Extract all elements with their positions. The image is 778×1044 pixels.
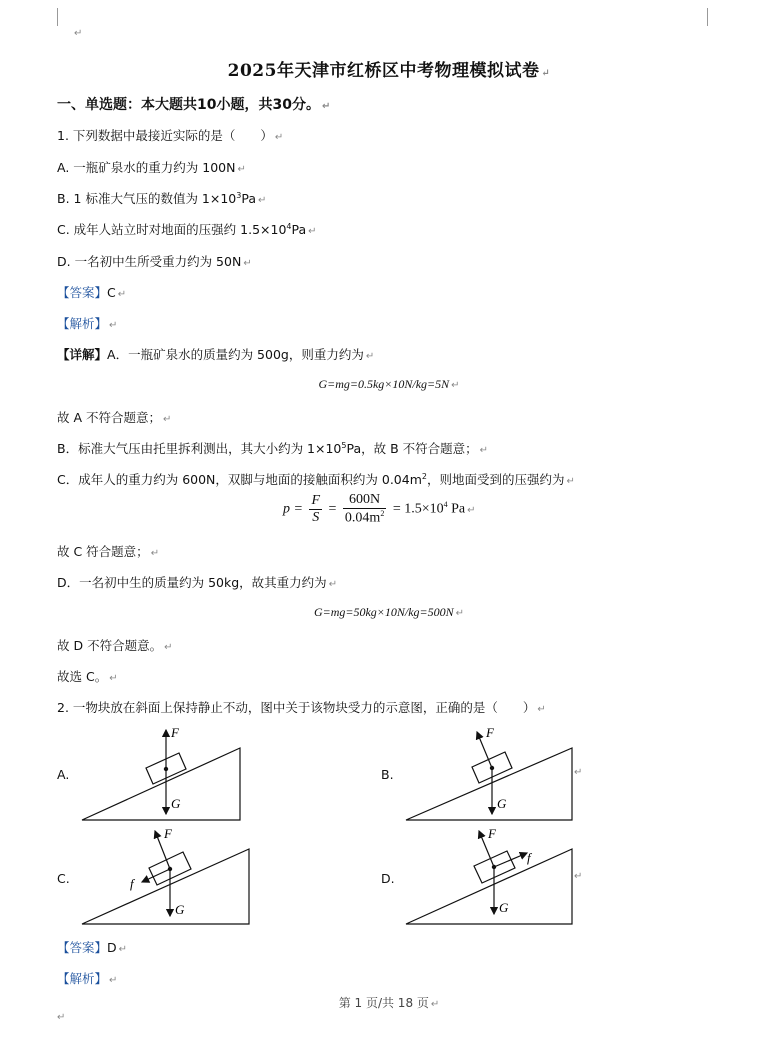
q2-option-c-label: C. xyxy=(57,871,70,886)
q2-option-d-label: D. xyxy=(381,871,395,886)
paragraph-mark: ↵ xyxy=(574,767,583,778)
label-f-c: F xyxy=(164,826,172,841)
q1-option-d: D. 一名初中生所受重力约为 50N ↵ xyxy=(57,254,252,269)
q1-option-a: A. 一瓶矿泉水的重力约为 100N ↵ xyxy=(57,160,246,175)
q2-analysis-tag: 【解析】 ↵ xyxy=(57,971,118,986)
q1-analysis-tag: 【解析】 ↵ xyxy=(57,316,118,331)
q1-formula-a: G=mg=0.5kg×10N/kg=5N ↵ xyxy=(318,377,460,391)
diagram-d xyxy=(406,826,572,924)
q1-option-c: C. 成年人站立时对地面的压强约 $1.5\times 10^4Pa$ ↵ xyxy=(57,221,317,237)
q2-option-b-label: B. xyxy=(381,767,394,782)
q1-conclusion-c: 故 C 符合题意； ↵ xyxy=(57,544,160,559)
label-g-b: G xyxy=(497,796,507,811)
label-friction-d: f xyxy=(527,850,531,865)
q1-detail-c: C．成年人的重力约为 600N，双脚与地面的接触面积约为 $0.04m^2$，则地面受到的压强约为 ↵ xyxy=(57,471,575,487)
section-heading: 一、单选题：本大题共10小题，共30分。 ↵ xyxy=(57,97,331,113)
label-f-b: F xyxy=(486,725,494,740)
paragraph-mark: ↵ xyxy=(574,871,583,882)
q1-formula-c: p = $\frac{F}{S}$ = $\frac{600N}{0.04m^2}$ = $1.5\times 10^4$ Pa ↵ xyxy=(283,492,476,526)
q1-option-b: B. 1 标准大气压的数值为 $1\times 10^3Pa$ ↵ xyxy=(57,190,267,206)
q1-detail-d: D．一名初中生的质量约为 50kg，故其重力约为 ↵ xyxy=(57,575,338,590)
label-g-c: G xyxy=(175,902,185,917)
diagram-c xyxy=(82,826,249,924)
q1-conclusion-a: 故 A 不符合题意； ↵ xyxy=(57,410,172,425)
q1-formula-d: G=mg=50kg×10N/kg=500N ↵ xyxy=(313,605,465,619)
label-g-d: G xyxy=(499,900,509,915)
q1-answer: 【答案】C ↵ xyxy=(57,285,127,300)
paragraph-mark: ↵ xyxy=(74,28,83,39)
q2-answer: 【答案】D ↵ xyxy=(57,940,128,955)
q1-final: 故选 C。 ↵ xyxy=(57,669,118,684)
q1-detail-a: 【详解】A．一瓶矿泉水的质量约为 500g，则重力约为 ↵ xyxy=(57,347,375,362)
q1-detail-b: B．标准大气压由托里拆利测出，其大小约为 $1\times 10^5Pa$，故 B 不符合题意； ↵ xyxy=(57,440,489,456)
label-g-a: G xyxy=(171,796,181,811)
paragraph-mark: ↵ xyxy=(57,1012,66,1023)
q1-stem: 1. 下列数据中最接近实际的是（ ） ↵ xyxy=(57,128,284,143)
diagram-a xyxy=(82,725,240,820)
fraction-values: $\frac{600N}{0.04m^2}$ xyxy=(344,492,385,526)
page-title: 2025年天津市红桥区中考物理模拟试卷 ↵ xyxy=(227,61,551,81)
q2-option-a-label: A. xyxy=(57,767,70,782)
diagram-b xyxy=(406,725,572,820)
fraction-f-over-s: $\frac{F}{S}$ xyxy=(311,492,321,525)
q1-conclusion-d: 故 D 不符合题意。 ↵ xyxy=(57,638,173,653)
q2-stem: 2. 一物块放在斜面上保持静止不动，图中关于该物块受力的示意图，正确的是（ ） ↵ xyxy=(57,700,546,715)
label-friction-c: f xyxy=(130,876,134,891)
label-f-a: F xyxy=(171,725,179,740)
page-footer: 第 1 页/共 18 页 ↵ xyxy=(338,996,440,1010)
label-f-d: F xyxy=(488,826,496,841)
incline-a xyxy=(82,748,240,820)
